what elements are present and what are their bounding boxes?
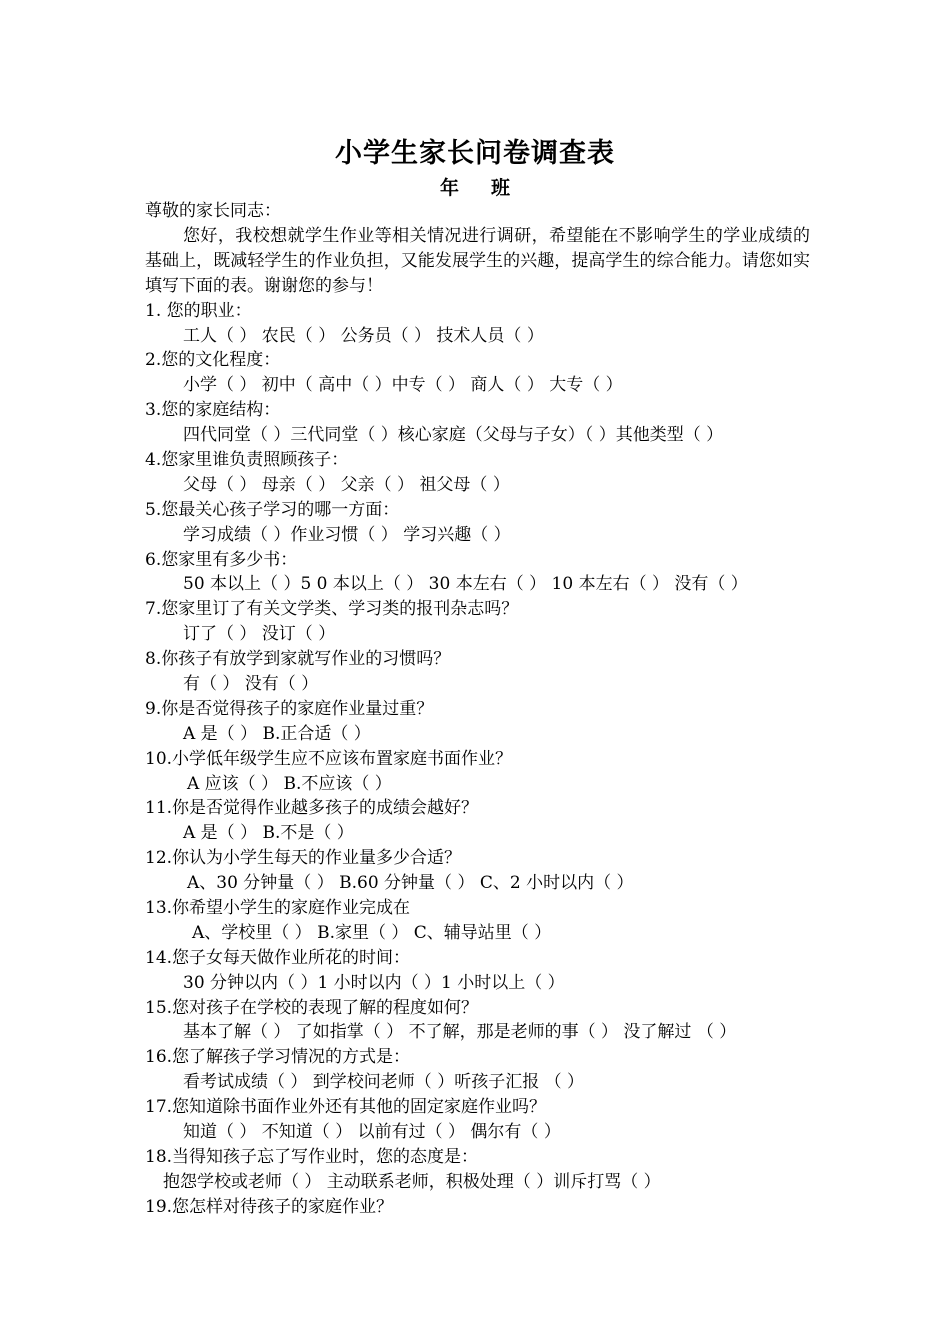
greeting: 尊敬的家长同志： (145, 201, 281, 221)
questionnaire-body (145, 199, 810, 1220)
question-3-options: 四代同堂（ ）三代同堂（ ）核心家庭（父母与子女）（ ）其他类型（ ） (183, 425, 724, 446)
question-2-options: 小学（ ） 初中（ 高中（ ）中专（ ） 商人（ ） 大专（ ） (183, 375, 623, 396)
question-4: 4.您家里谁负责照顾孩子： (145, 449, 349, 470)
question-4-options: 父母（ ） 母亲（ ） 父亲（ ） 祖父母（ ） (183, 474, 510, 495)
question-11-options: A 是（ ） B.不是（ ） (183, 823, 354, 844)
question-18: 18.当得知孩子忘了写作业时，您的态度是： (145, 1146, 479, 1167)
question-15-options: 基本了解（ ） 了如指掌（ ） 不了解，那是老师的事（ ） 没了解过 （ ） (183, 1022, 737, 1043)
question-19: 19.您怎样对待孩子的家庭作业？ (145, 1196, 394, 1217)
question-10-options: A 应该（ ） B.不应该（ ） (187, 773, 392, 794)
question-18-options: 抱怨学校或老师（ ） 主动联系老师，积极处理（ ）训斥打骂（ ） (163, 1171, 661, 1192)
question-8-options: 有（ ） 没有（ ） (183, 673, 319, 694)
question-10: 10.小学低年级学生应不应该布置家庭书面作业？ (145, 748, 513, 769)
question-6-options: 50 本以上（ ）5 0 本以上（ ） 30 本左右（ ） 10 本左右（ ） 没有（ ） (183, 574, 748, 595)
question-12-options: A、30 分钟量（ ） B.60 分钟量（ ） C、2 小时以内（ ） (187, 873, 634, 894)
question-14-options: 30 分钟以内（ ）1 小时以内（ ）1 小时以上（ ） (183, 972, 565, 993)
question-17-options: 知道（ ） 不知道（ ） 以前有过（ ） 偶尔有（ ） (183, 1122, 561, 1142)
question-9: 9.你是否觉得孩子的家庭作业量过重？ (145, 698, 434, 719)
question-9-options: A 是（ ） B.正合适（ ） (183, 723, 371, 744)
question-7: 7.您家里订了有关文学类、学习类的报刊杂志吗？ (145, 599, 519, 620)
question-1: 1. 您的职业： (145, 300, 252, 321)
question-8: 8.你孩子有放学到家就写作业的习惯吗？ (145, 649, 451, 670)
question-13-options: A、学校里（ ） B.家里（ ） C、辅导站里（ ） (192, 922, 552, 943)
grade-label: 年 (439, 177, 459, 199)
class-label: 班 (491, 177, 511, 199)
question-6: 6.您家里有多少书： (145, 549, 298, 570)
question-12: 12.你认为小学生每天的作业量多少合适？ (145, 848, 462, 869)
question-16: 16.您了解孩子学习情况的方式是： (145, 1047, 411, 1068)
question-1-options: 工人（ ） 农民（ ） 公务员（ ） 技术人员（ ） (183, 325, 544, 346)
question-2: 2.您的文化程度： (145, 350, 281, 371)
question-11: 11.你是否觉得作业越多孩子的成绩会越好？ (145, 798, 479, 819)
question-17: 17.您知道除书面作业外还有其他的固定家庭作业吗？ (145, 1097, 547, 1118)
grade-class-line (0, 173, 950, 200)
question-7-options: 订了（ ） 没订（ ） (183, 624, 336, 645)
question-3: 3.您的家庭结构： (145, 400, 281, 421)
question-5: 5.您最关心孩子学习的哪一方面： (145, 499, 400, 520)
question-16-options: 看考试成绩（ ） 到学校问老师（ ）听孩子汇报 （ ） (183, 1072, 585, 1093)
question-14: 14.您子女每天做作业所花的时间： (145, 947, 411, 968)
question-5-options: 学习成绩（ ）作业习惯（ ） 学习兴趣（ ） (183, 524, 511, 545)
document-title: 小学生家长问卷调查表 (335, 138, 615, 169)
question-13: 13.你希望小学生的家庭作业完成在 (145, 897, 411, 918)
question-15: 15.您对孩子在学校的表现了解的程度如何？ (145, 997, 479, 1018)
intro-paragraph: 您好，我校想就学生作业等相关情况进行调研，希望能在不影响学生的学业成绩的基础上，既减轻学生的作业负担，又能发展学生的兴趣，提高学生的综合能力。请您如实填写下面的表。谢谢您的参与！ (145, 225, 810, 296)
